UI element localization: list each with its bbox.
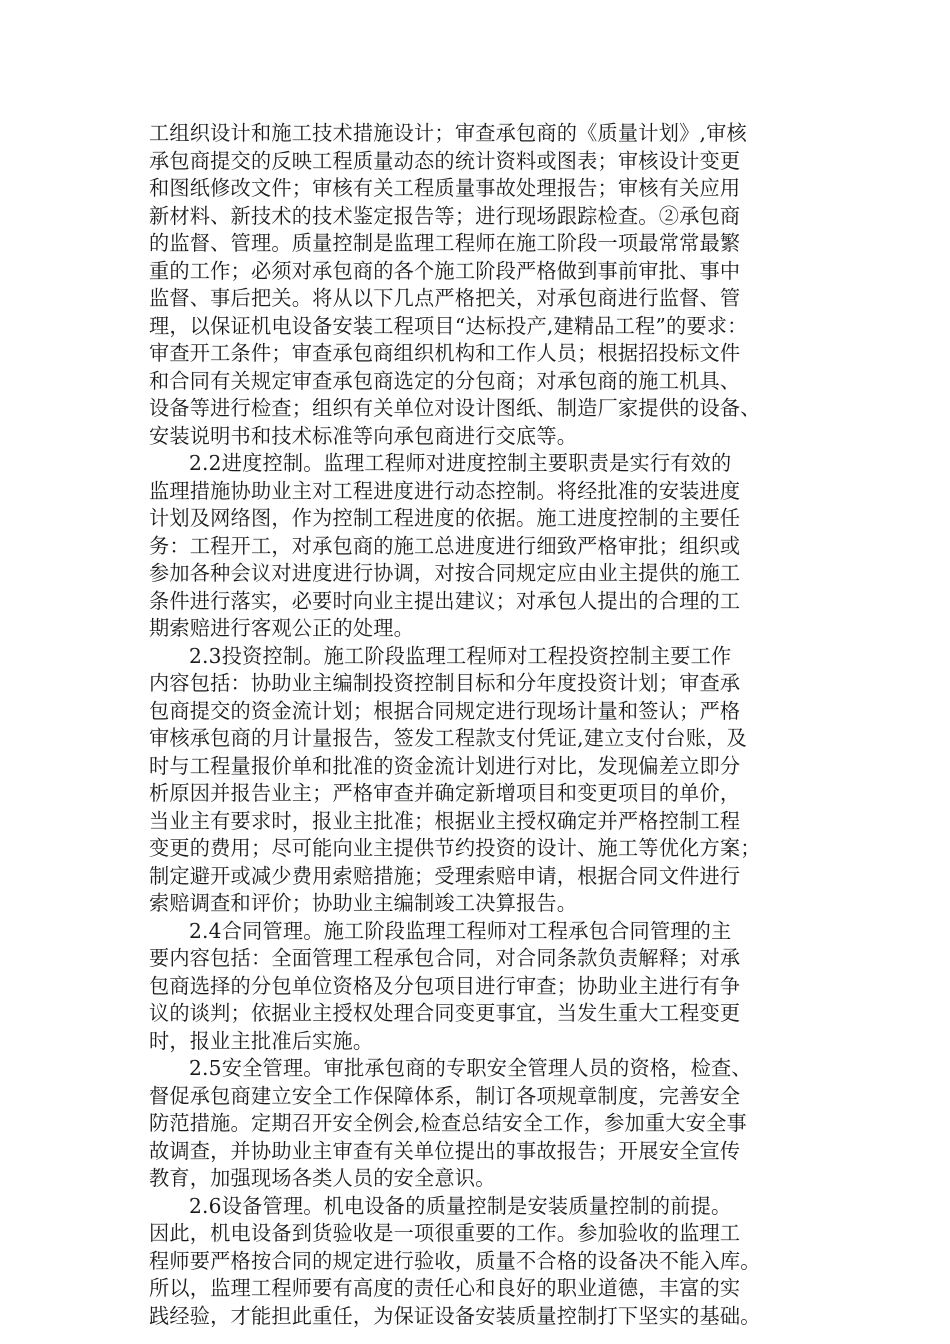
text-line: 析原因并报告业主；严格审查并确定新增项目和变更项目的单价， (149, 781, 741, 805)
text-line: 督促承包商建立安全工作保障体系，制订各项规章制度，完善安全 (149, 1083, 741, 1108)
text-line: 务：工程开工，对承包商的施工总进度进行细致严格审批；组织或 (149, 533, 741, 558)
text-line: 索赔调查和评价；协助业主编制竣工决算报告。 (149, 891, 578, 915)
text-line: 理，以保证机电设备安装工程项目“达标投产,建精品工程”的要求： (149, 313, 748, 338)
text-line: 2.6设备管理。机电设备的质量控制是安装质量控制的前提。 (189, 1193, 732, 1218)
text-line: 要内容包括：全面管理工程承包合同，对合同条款负责解释；对承 (149, 946, 741, 970)
paragraph-safety-management (149, 1055, 819, 1193)
paragraph-quality-control-continued (149, 120, 819, 450)
paragraph-investment-control (149, 643, 819, 918)
text-line: 防范措施。定期召开安全例会,检查总结安全工作，参加重大安全事 (149, 1111, 747, 1135)
text-line: 包商提交的资金流计划；根据合同规定进行现场计量和签认；严格 (149, 698, 741, 723)
text-line: 变更的费用；尽可能向业主提供节约投资的设计、施工等优化方案； (149, 836, 761, 860)
text-line: 的监督、管理。质量控制是监理工程师在施工阶段一项最常常最繁 (149, 231, 741, 255)
text-line: 包商选择的分包单位资格及分包项目进行审查；协助业主进行有争 (149, 973, 741, 998)
text-line: 程师要严格按合同的规定进行验收，质量不合格的设备决不能入库。 (149, 1248, 761, 1273)
text-line: 重的工作；必须对承包商的各个施工阶段严格做到事前审批、事中 (149, 258, 741, 283)
text-line: 议的谈判；依据业主授权处理合同变更事宜，当发生重大工程变更 (149, 1001, 741, 1025)
text-line: 2.3投资控制。施工阶段监理工程师对工程投资控制主要工作 (189, 643, 732, 668)
text-line: 内容包括：协助业主编制投资控制目标和分年度投资计划；审查承 (149, 671, 741, 695)
text-line: 参加各种会议对进度进行协调，对按合同规定应由业主提供的施工 (149, 561, 741, 585)
text-line: 安装说明书和技术标准等向承包商进行交底等。 (149, 423, 578, 448)
document-body (149, 120, 819, 1330)
text-line: 设备等进行检查；组织有关单位对设计图纸、制造厂家提供的设备、 (149, 396, 761, 420)
text-line: 教育，加强现场各类人员的安全意识。 (149, 1166, 496, 1190)
text-line: 时与工程量报价单和批准的资金流计划进行对比，发现偏差立即分 (149, 753, 741, 778)
text-line: 计划及网络图，作为控制工程进度的依据。施工进度控制的主要任 (149, 506, 741, 530)
text-line: 所以，监理工程师要有高度的责任心和良好的职业道德，丰富的实 (149, 1276, 741, 1300)
text-line: 监督、事后把关。将从以下几点严格把关，对承包商进行监督、管 (149, 286, 741, 310)
text-line: 和合同有关规定审查承包商选定的分包商；对承包商的施工机具、 (149, 368, 741, 393)
text-line: 因此，机电设备到货验收是一项很重要的工作。参加验收的监理工 (149, 1221, 741, 1245)
text-line: 时，报业主批准后实施。 (149, 1028, 374, 1053)
text-line: 制定避开或减少费用索赔措施；受理索赔申请，根据合同文件进行 (149, 863, 741, 888)
paragraph-equipment-management (149, 1193, 819, 1331)
text-line: 审查开工条件；审查承包商组织机构和工作人员；根据招投标文件 (149, 341, 741, 365)
text-line: 故调查，并协助业主审查有关单位提出的事故报告；开展安全宣传 (149, 1138, 741, 1163)
text-line: 新材料、新技术的技术鉴定报告等；进行现场跟踪检查。②承包商 (149, 203, 741, 228)
text-line: 承包商提交的反映工程质量动态的统计资料或图表；审核设计变更 (149, 148, 741, 173)
text-line: 和图纸修改文件；审核有关工程质量事故处理报告；审核有关应用 (149, 176, 741, 200)
text-line: 践经验，才能担此重任，为保证设备安装质量控制打下坚实的基础。 (149, 1303, 761, 1328)
paragraph-progress-control (149, 450, 819, 643)
text-line: 当业主有要求时，报业主批准；根据业主授权确定并严格控制工程 (149, 808, 741, 833)
paragraph-contract-management (149, 918, 819, 1056)
text-line: 工组织设计和施工技术措施设计；审查承包商的《质量计划》,审核 (149, 121, 747, 145)
text-line: 2.4合同管理。施工阶段监理工程师对工程承包合同管理的主 (189, 918, 732, 943)
text-line: 条件进行落实，必要时向业主提出建议；对承包人提出的合理的工 (149, 588, 741, 613)
text-line: 审核承包商的月计量报告，签发工程款支付凭证,建立支付台账，及 (149, 726, 747, 750)
text-line: 2.2进度控制。监理工程师对进度控制主要职责是实行有效的 (189, 451, 732, 475)
text-line: 2.5安全管理。审批承包商的专职安全管理人员的资格，检查、 (189, 1056, 752, 1080)
text-line: 监理措施协助业主对工程进度进行动态控制。将经批准的安装进度 (149, 478, 741, 503)
text-line: 期索赔进行客观公正的处理。 (149, 616, 415, 640)
